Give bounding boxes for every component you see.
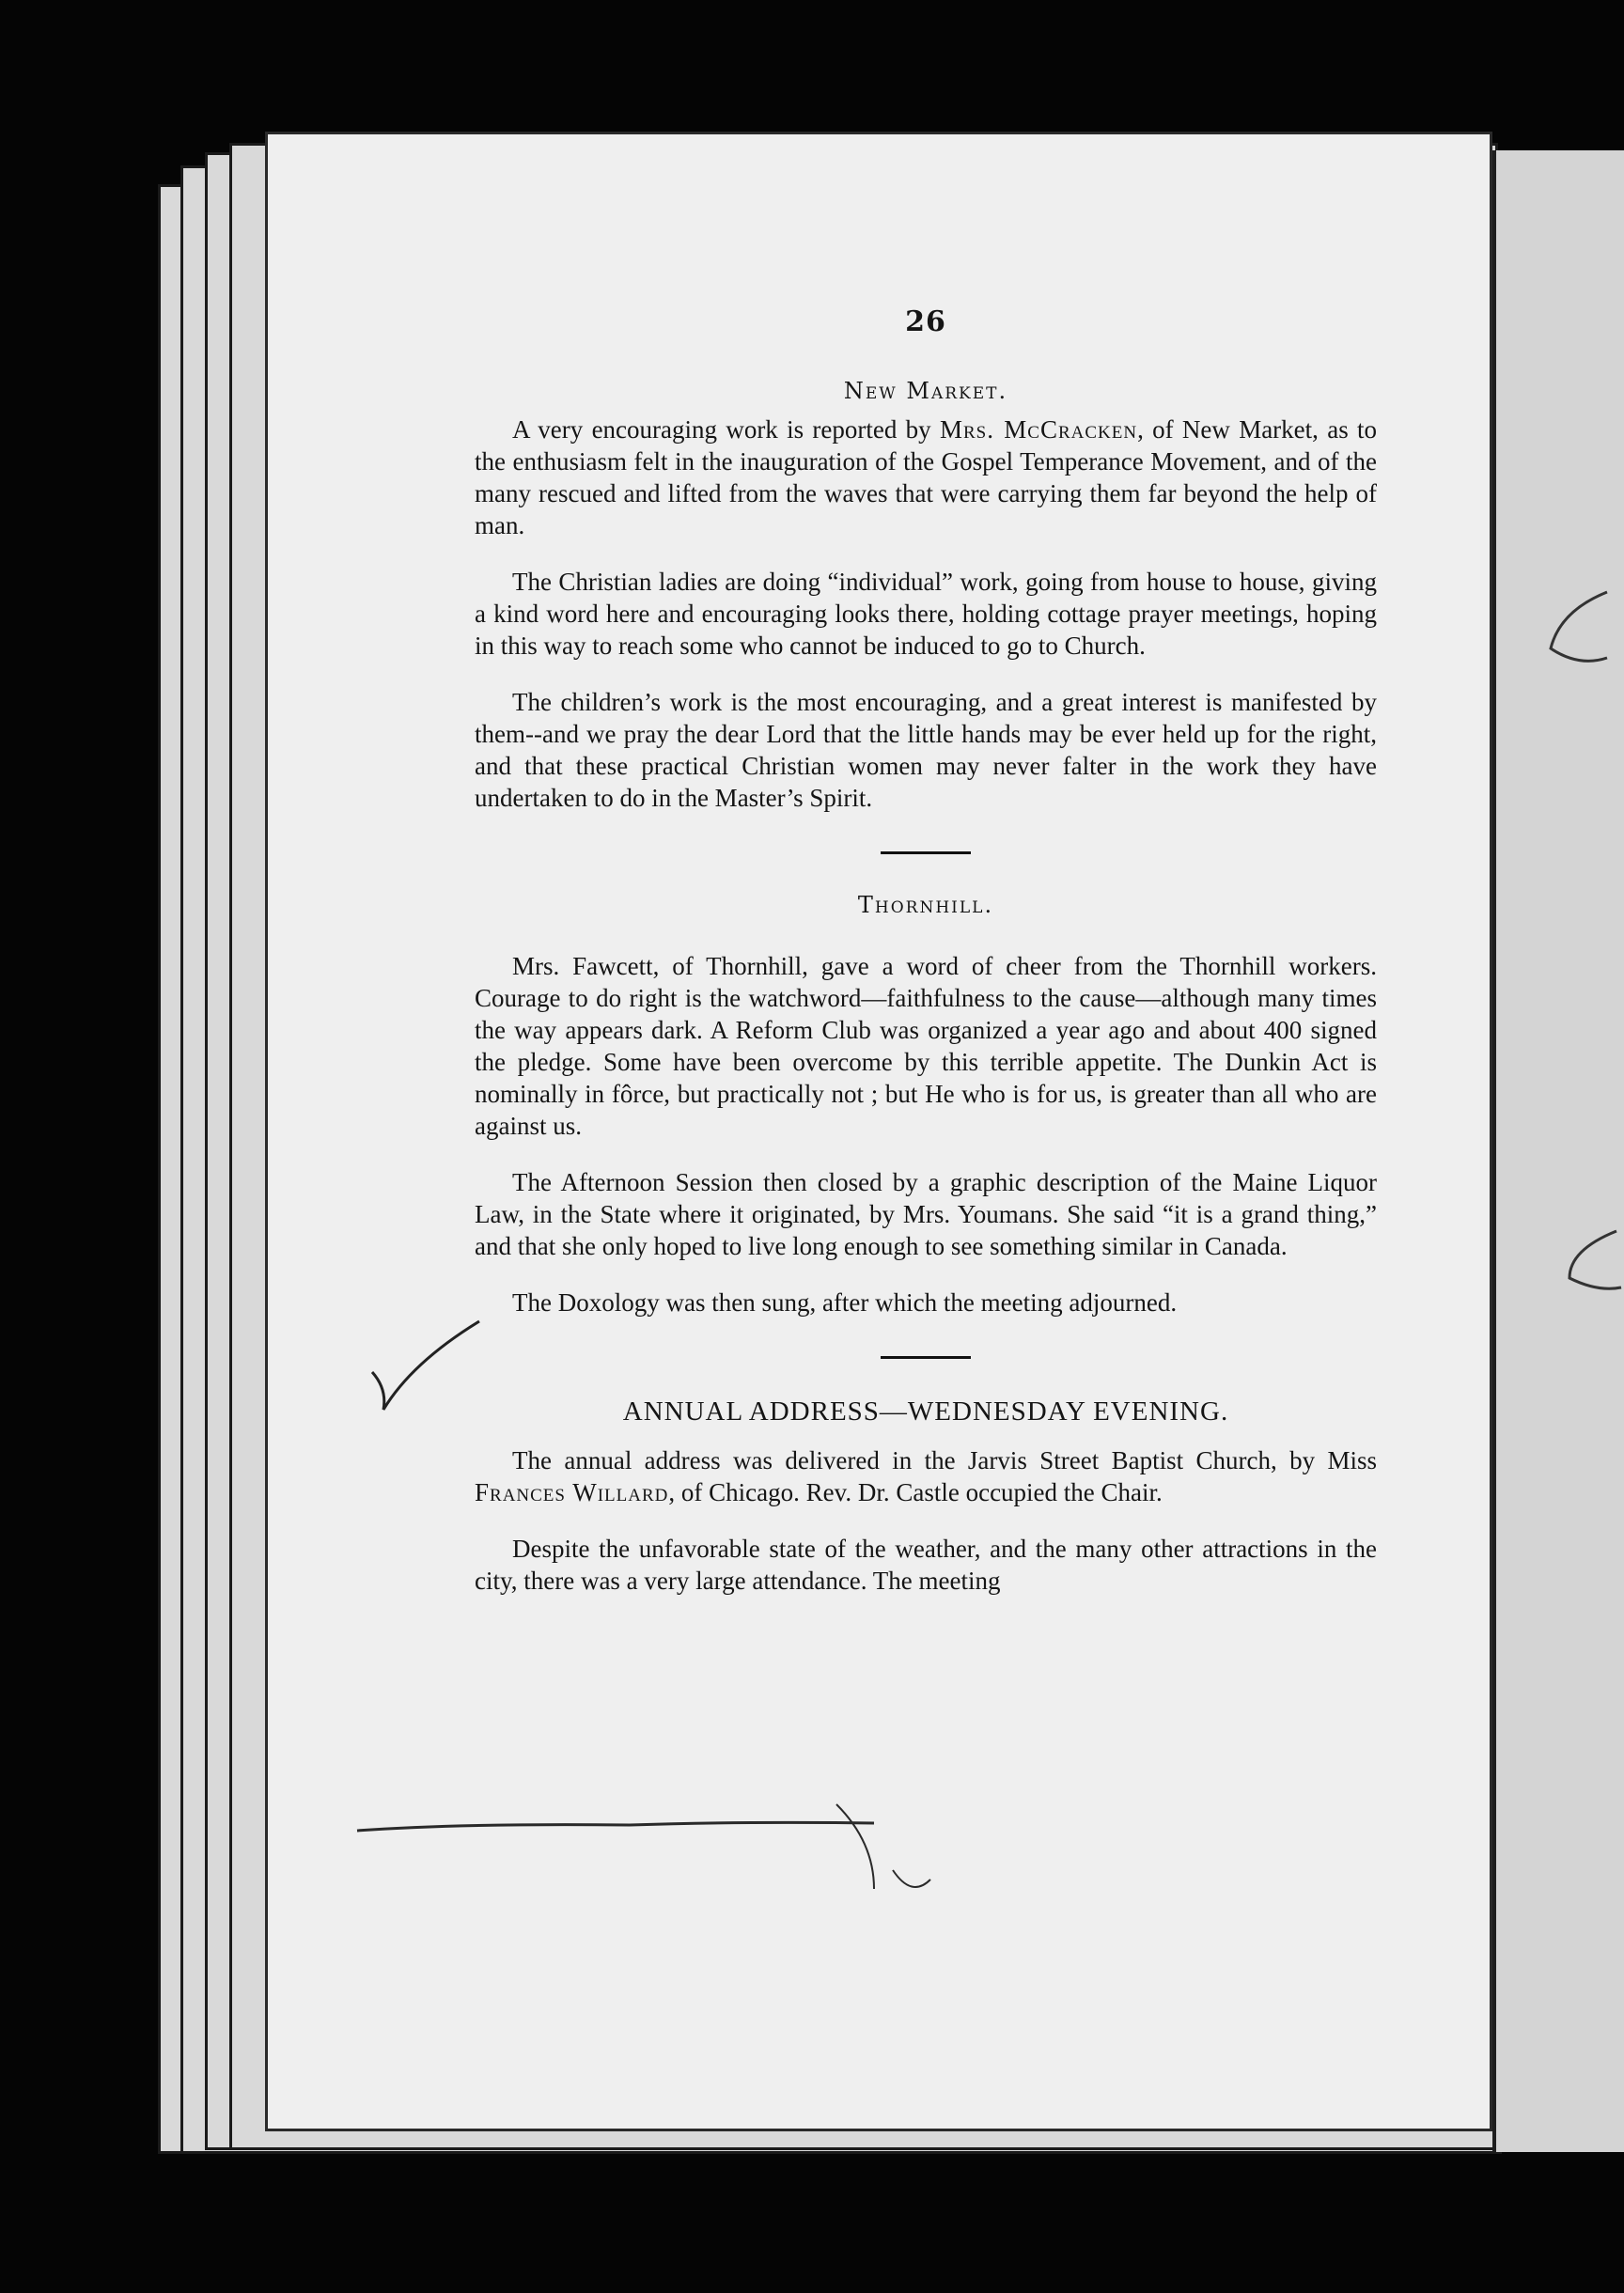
paragraph bbox=[475, 413, 1377, 541]
page-content bbox=[475, 305, 1377, 1621]
paragraph-text: , of Chicago. Rev. Dr. Castle occupied the Chair. bbox=[668, 1478, 1163, 1506]
section-divider bbox=[881, 851, 971, 854]
facing-page-edge bbox=[1492, 150, 1624, 2152]
section-divider bbox=[881, 1356, 971, 1359]
paragraph-text: , of New Market, as to the enthusiasm felt in the inauguration of the Gospel Temperance Movement, and of the many rescued and lifted from the waves that were carrying them far beyond the help of man. bbox=[475, 415, 1377, 539]
section-heading-thornhill: Thornhill. bbox=[857, 892, 994, 918]
paragraph: The Doxology was then sung, after which the meeting adjourned. bbox=[512, 1288, 1178, 1317]
person-name: Frances Willard bbox=[475, 1478, 669, 1506]
paragraph-text: The annual address was delivered in the Jarvis Street Baptist Church, by Miss bbox=[512, 1446, 1377, 1474]
section-heading-annual-address: ANNUAL ADDRESS—WEDNESDAY EVENING. bbox=[622, 1396, 1229, 1427]
paragraph: Mrs. Fawcett, of Thornhill, gave a word of cheer from the Thornhill workers. Courage to do right is the watchword—faithfulness to the cause—although many times the way appears dark. A Reform Club was organized a year ago and about 400 signed the pledge. Some have been overcome by this terrible appetite. The Dunkin Act is nominally in fôrce, but practically not ; but He who is for us, is greater than all who are against us. bbox=[475, 952, 1377, 1140]
paragraph: Despite the unfavorable state of the weather, and the many other attractions in the city, there was a very large attendance. The meeting bbox=[475, 1535, 1377, 1595]
paragraph: The Afternoon Session then closed by a graphic description of the Maine Liquor Law, in the State where it originated, by Mrs. Youmans. She said “it is a grand thing,” and that she only hoped to live long enough to see something similar in Canada. bbox=[475, 1168, 1377, 1260]
page-number: 26 bbox=[905, 305, 946, 338]
paragraph-text: A very encouraging work is reported by bbox=[512, 415, 940, 444]
paragraph: The Christian ladies are doing “individual” work, going from house to house, giving a kind word here and encouraging looks there, holding cottage prayer meetings, hoping in this way to reach some who cannot be induced to go to Church. bbox=[475, 568, 1377, 660]
paragraph bbox=[475, 1444, 1377, 1508]
person-name: Mrs. McCracken bbox=[939, 415, 1138, 444]
section-heading-new-market: New Market. bbox=[843, 378, 1008, 404]
paragraph: The children’s work is the most encouraging, and a great interest is manifested by them--and we pray the dear Lord that the little hands may be ever held up for the right, and that these practical Christian women may never falter in the work they have undertaken to do in the Master’s Spirit. bbox=[475, 688, 1377, 812]
